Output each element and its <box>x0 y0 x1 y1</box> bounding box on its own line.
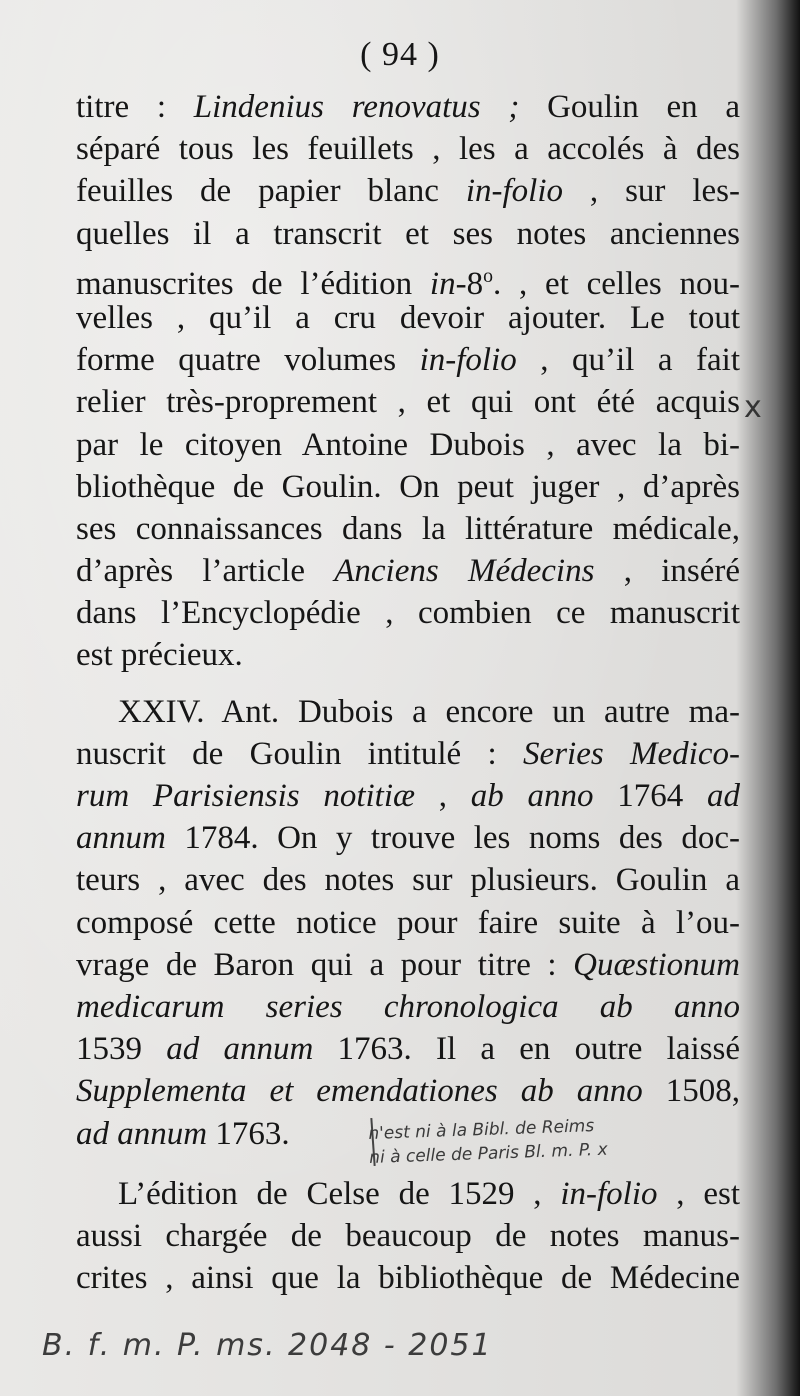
text-line: ses connaissances dans la littérature médicale, <box>76 510 740 547</box>
page-number: ( 94 ) <box>360 36 440 73</box>
text-line: bliothèque de Goulin. On peut juger , d’après <box>76 468 740 505</box>
text-line: dans l’Encyclopédie , combien ce manuscrit <box>76 595 740 632</box>
text-line: manuscrites de l’édition in-8$^o$. , et celles nou- <box>76 264 740 302</box>
text-line: par le citoyen Antoine Dubois , avec la bi- <box>76 426 740 463</box>
text-line: séparé tous les feuillets , les a accolés à des <box>76 131 740 168</box>
text-line: rum Parisiensis notitiæ , ab anno 1764 ad <box>76 778 741 814</box>
text-line: crites , ainsi que la bibliothèque de Médecine <box>76 1260 740 1297</box>
text-line: est précieux. <box>76 637 243 674</box>
text-line: teurs , avec des notes sur plusieurs. Goulin a <box>76 862 740 899</box>
text-line: Supplementa et emendationes ab anno 1508, <box>76 1073 741 1110</box>
text-line: 1539 ad annum 1763. Il a en outre laissé <box>76 1031 740 1068</box>
text-line: composé cette notice pour faire suite à l’ou- <box>76 904 740 941</box>
library-shelfmark: B. f. m. P. ms. 2048 - 2051 <box>42 1328 493 1363</box>
paragraph-gap <box>76 677 740 691</box>
text-line: d’après l’article Anciens Médecins , inséré <box>76 553 740 590</box>
text-line: aussi chargée de beaucoup de notes manus- <box>76 1217 740 1254</box>
text-line: L’édition de Celse de 1529 , in-folio , est <box>118 1175 740 1212</box>
text-line: vrage de Baron qui a pour titre : Quæstionum <box>76 946 740 983</box>
text-line: titre : Lindenius renovatus ; Goulin en a <box>76 89 741 125</box>
text-line: velles , qu’il a cru devoir ajouter. Le tout <box>76 299 740 336</box>
text-line: XXIV. Ant. Dubois a encore un autre ma- <box>118 693 740 730</box>
text-line: forme quatre volumes in-folio , qu’il a fait <box>76 342 740 379</box>
margin-mark: x <box>744 390 762 425</box>
text-line: quelles il a transcrit et ses notes anciennes <box>76 215 740 252</box>
text-line: ad annum 1763. <box>76 1115 290 1152</box>
handwritten-note-line: n'est ni à la Bibl. de Reims <box>368 1116 595 1144</box>
handwritten-note-line: ni à celle de Paris Bl. m. P. x <box>368 1139 608 1168</box>
text-line: medicarum series chronologica ab anno <box>76 988 740 1025</box>
text-line: feuilles de papier blanc in-folio , sur les- <box>76 173 740 210</box>
text-line: nuscrit de Goulin intitulé : Series Medico- <box>76 735 740 772</box>
text-line: relier très-proprement , et qui ont été acquis <box>76 384 740 421</box>
text-line: annum 1784. On y trouve les noms des doc- <box>76 820 740 857</box>
